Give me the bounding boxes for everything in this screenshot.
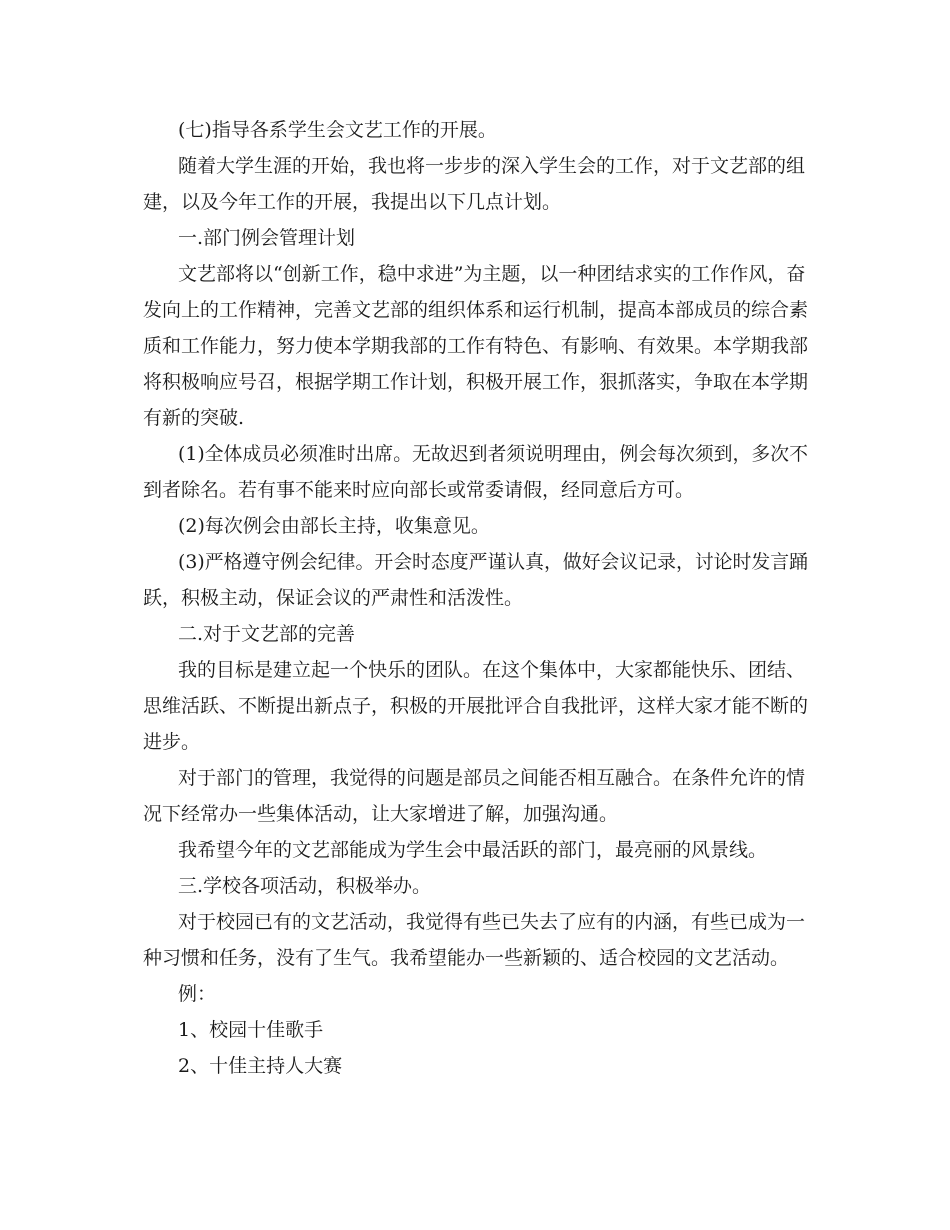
paragraph-line: 到者除名。若有事不能来时应向部长或常委请假，经同意后方可。 [143,479,695,501]
paragraph-line: 种习惯和任务，没有了生气。我希望能办一些新颖的、适合校园的文艺活动。 [143,947,790,969]
paragraph-line: 建，以及今年工作的开展，我提出以下几点计划。 [143,191,562,213]
paragraph-line: 思维活跃、不断提出新点子，积极的开展批评合自我批评，这样大家才能不断的 [143,695,809,717]
section-heading: 二.对于文艺部的完善 [178,623,356,645]
paragraph-line: 跃，积极主动，保证会议的严肃性和活泼性。 [143,587,524,609]
paragraph-line: 例： [178,983,217,1005]
paragraph-line: 有新的突破. [143,407,245,429]
section-heading: 三.学校各项活动，积极举办。 [178,875,432,897]
paragraph-line: 我希望今年的文艺部能成为学生会中最活跃的部门，最亮丽的风景线。 [178,839,768,861]
paragraph-line: 对于部门的管理，我觉得的问题是部员之间能否相互融合。在条件允许的情 [178,767,806,789]
section-heading: 一.部门例会管理计划 [178,227,356,249]
paragraph-line: 我的目标是建立起一个快乐的团队。在这个集体中，大家都能快乐、团结、 [178,659,806,681]
paragraph-line: 将积极响应号召，根据学期工作计划，积极开展工作，狠抓落实，争取在本学期 [143,371,809,393]
paragraph-line: 质和工作能力，努力使本学期我部的工作有特色、有影响、有效果。本学期我部 [143,335,809,357]
paragraph-line: 况下经常办一些集体活动，让大家增进了解，加强沟通。 [143,803,619,825]
paragraph-line: 发向上的工作精神，完善文艺部的组织体系和运行机制，提高本部成员的综合素 [143,299,809,321]
paragraph-line: (2)每次例会由部长主持，收集意见。 [178,515,490,537]
list-item: 1、校园十佳歌手 [178,1019,324,1041]
paragraph-line: (1)全体成员必须准时出席。无故迟到者须说明理由，例会每次须到，多次不 [178,443,808,465]
paragraph-line: 进步。 [143,731,201,753]
paragraph-line: 随着大学生涯的开始，我也将一步步的深入学生会的工作，对于文艺部的组 [178,155,806,177]
paragraph-line: 文艺部将以“创新工作，稳中求进”为主题，以一种团结求实的工作作风，奋 [178,263,806,285]
paragraph-line: 对于校园已有的文艺活动，我觉得有些已失去了应有的内涵，有些已成为一 [178,911,806,933]
list-item: 2、十佳主持人大赛 [178,1055,343,1077]
paragraph-line: (七)指导各系学生会文艺工作的开展。 [178,119,497,141]
paragraph-line: (3)严格遵守例会纪律。开会时态度严谨认真，做好会议记录，讨论时发言踊 [178,551,808,573]
